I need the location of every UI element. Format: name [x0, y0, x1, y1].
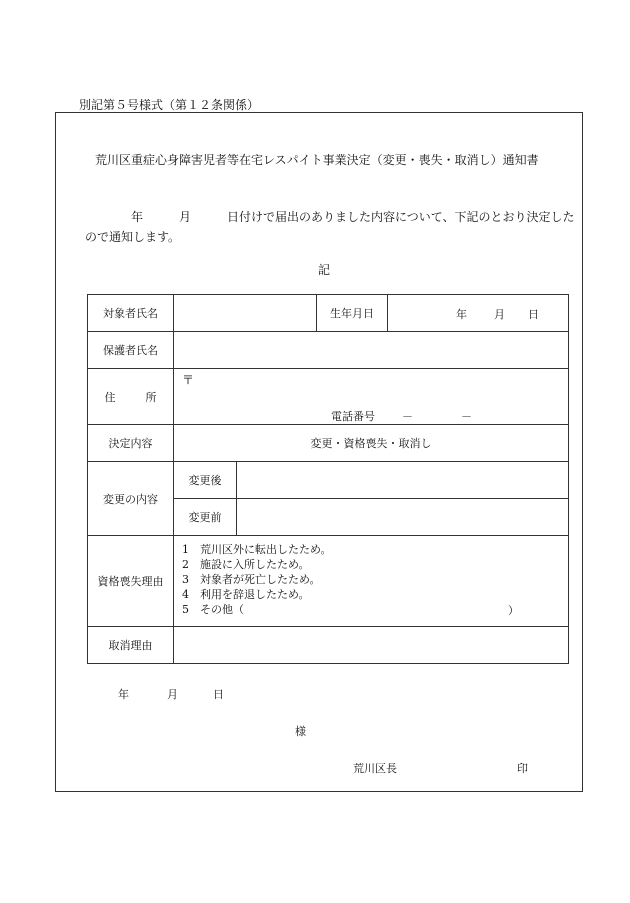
mayor-label: 荒川区長 [353, 762, 397, 775]
change-content-label: 変更の内容 [88, 462, 174, 536]
subject-name-field[interactable] [174, 295, 317, 332]
subject-name-label: 対象者氏名 [88, 295, 174, 332]
decision-label: 決定内容 [88, 425, 174, 462]
birthdate-field[interactable] [388, 295, 569, 332]
document-title: 荒川区重症心身障害児者等在宅レスパイト事業決定（変更・喪失・取消し）通知書 [95, 153, 539, 167]
postal-mark: 〒 [182, 373, 195, 387]
loss-reason-list [174, 536, 569, 627]
change-after-label: 変更後 [174, 462, 237, 499]
cancel-reason-label: 取消理由 [88, 627, 174, 664]
footer-month: 月 [167, 688, 178, 701]
seal-label: 印 [517, 762, 528, 775]
decision-value: 変更・資格喪失・取消し [174, 425, 569, 462]
guardian-name-label: 保護者氏名 [88, 332, 174, 369]
reason-item[interactable]: 3 対象者が死亡したため。 [182, 573, 321, 586]
birth-day-label: 日 [528, 308, 539, 321]
address-label-1: 住 [104, 390, 116, 404]
birth-month-label: 月 [494, 308, 505, 321]
footer-year: 年 [118, 688, 129, 701]
change-before-label: 変更前 [174, 499, 237, 536]
footer-day: 日 [213, 688, 224, 701]
reason-item[interactable]: 5 その他（ [182, 603, 244, 616]
form-number: 別記第５号様式（第１２条関係） [79, 98, 260, 112]
address-label-2: 所 [145, 390, 157, 404]
birthdate-label: 生年月日 [317, 295, 388, 332]
notice-table [87, 294, 569, 664]
address-label [88, 369, 174, 425]
ki-label: 記 [318, 263, 331, 277]
loss-reason-label: 資格喪失理由 [88, 536, 174, 627]
phone-dash-1: － [402, 410, 413, 423]
change-before-field[interactable] [237, 499, 569, 536]
reason-item[interactable]: 4 利用を辞退したため。 [182, 588, 310, 601]
intro-year: 年 [131, 210, 144, 224]
intro-month: 月 [179, 210, 192, 224]
reason-item[interactable]: 2 施設に入所したため。 [182, 558, 310, 571]
reason-item[interactable]: 1 荒川区外に転出したため。 [182, 543, 332, 556]
cancel-reason-field[interactable] [174, 627, 569, 664]
intro-text-line2: ので通知します。 [85, 230, 181, 244]
addressee-sama: 様 [295, 725, 306, 738]
phone-label: 電話番号 [331, 410, 375, 423]
phone-dash-2: － [461, 410, 472, 423]
guardian-name-field[interactable] [174, 332, 569, 369]
birth-year-label: 年 [456, 308, 467, 321]
change-after-field[interactable] [237, 462, 569, 499]
intro-text: 日付けで届出のありました内容について、下記のとおり決定した [227, 210, 575, 224]
address-field[interactable] [174, 369, 569, 425]
other-close-paren: ） [508, 604, 519, 617]
